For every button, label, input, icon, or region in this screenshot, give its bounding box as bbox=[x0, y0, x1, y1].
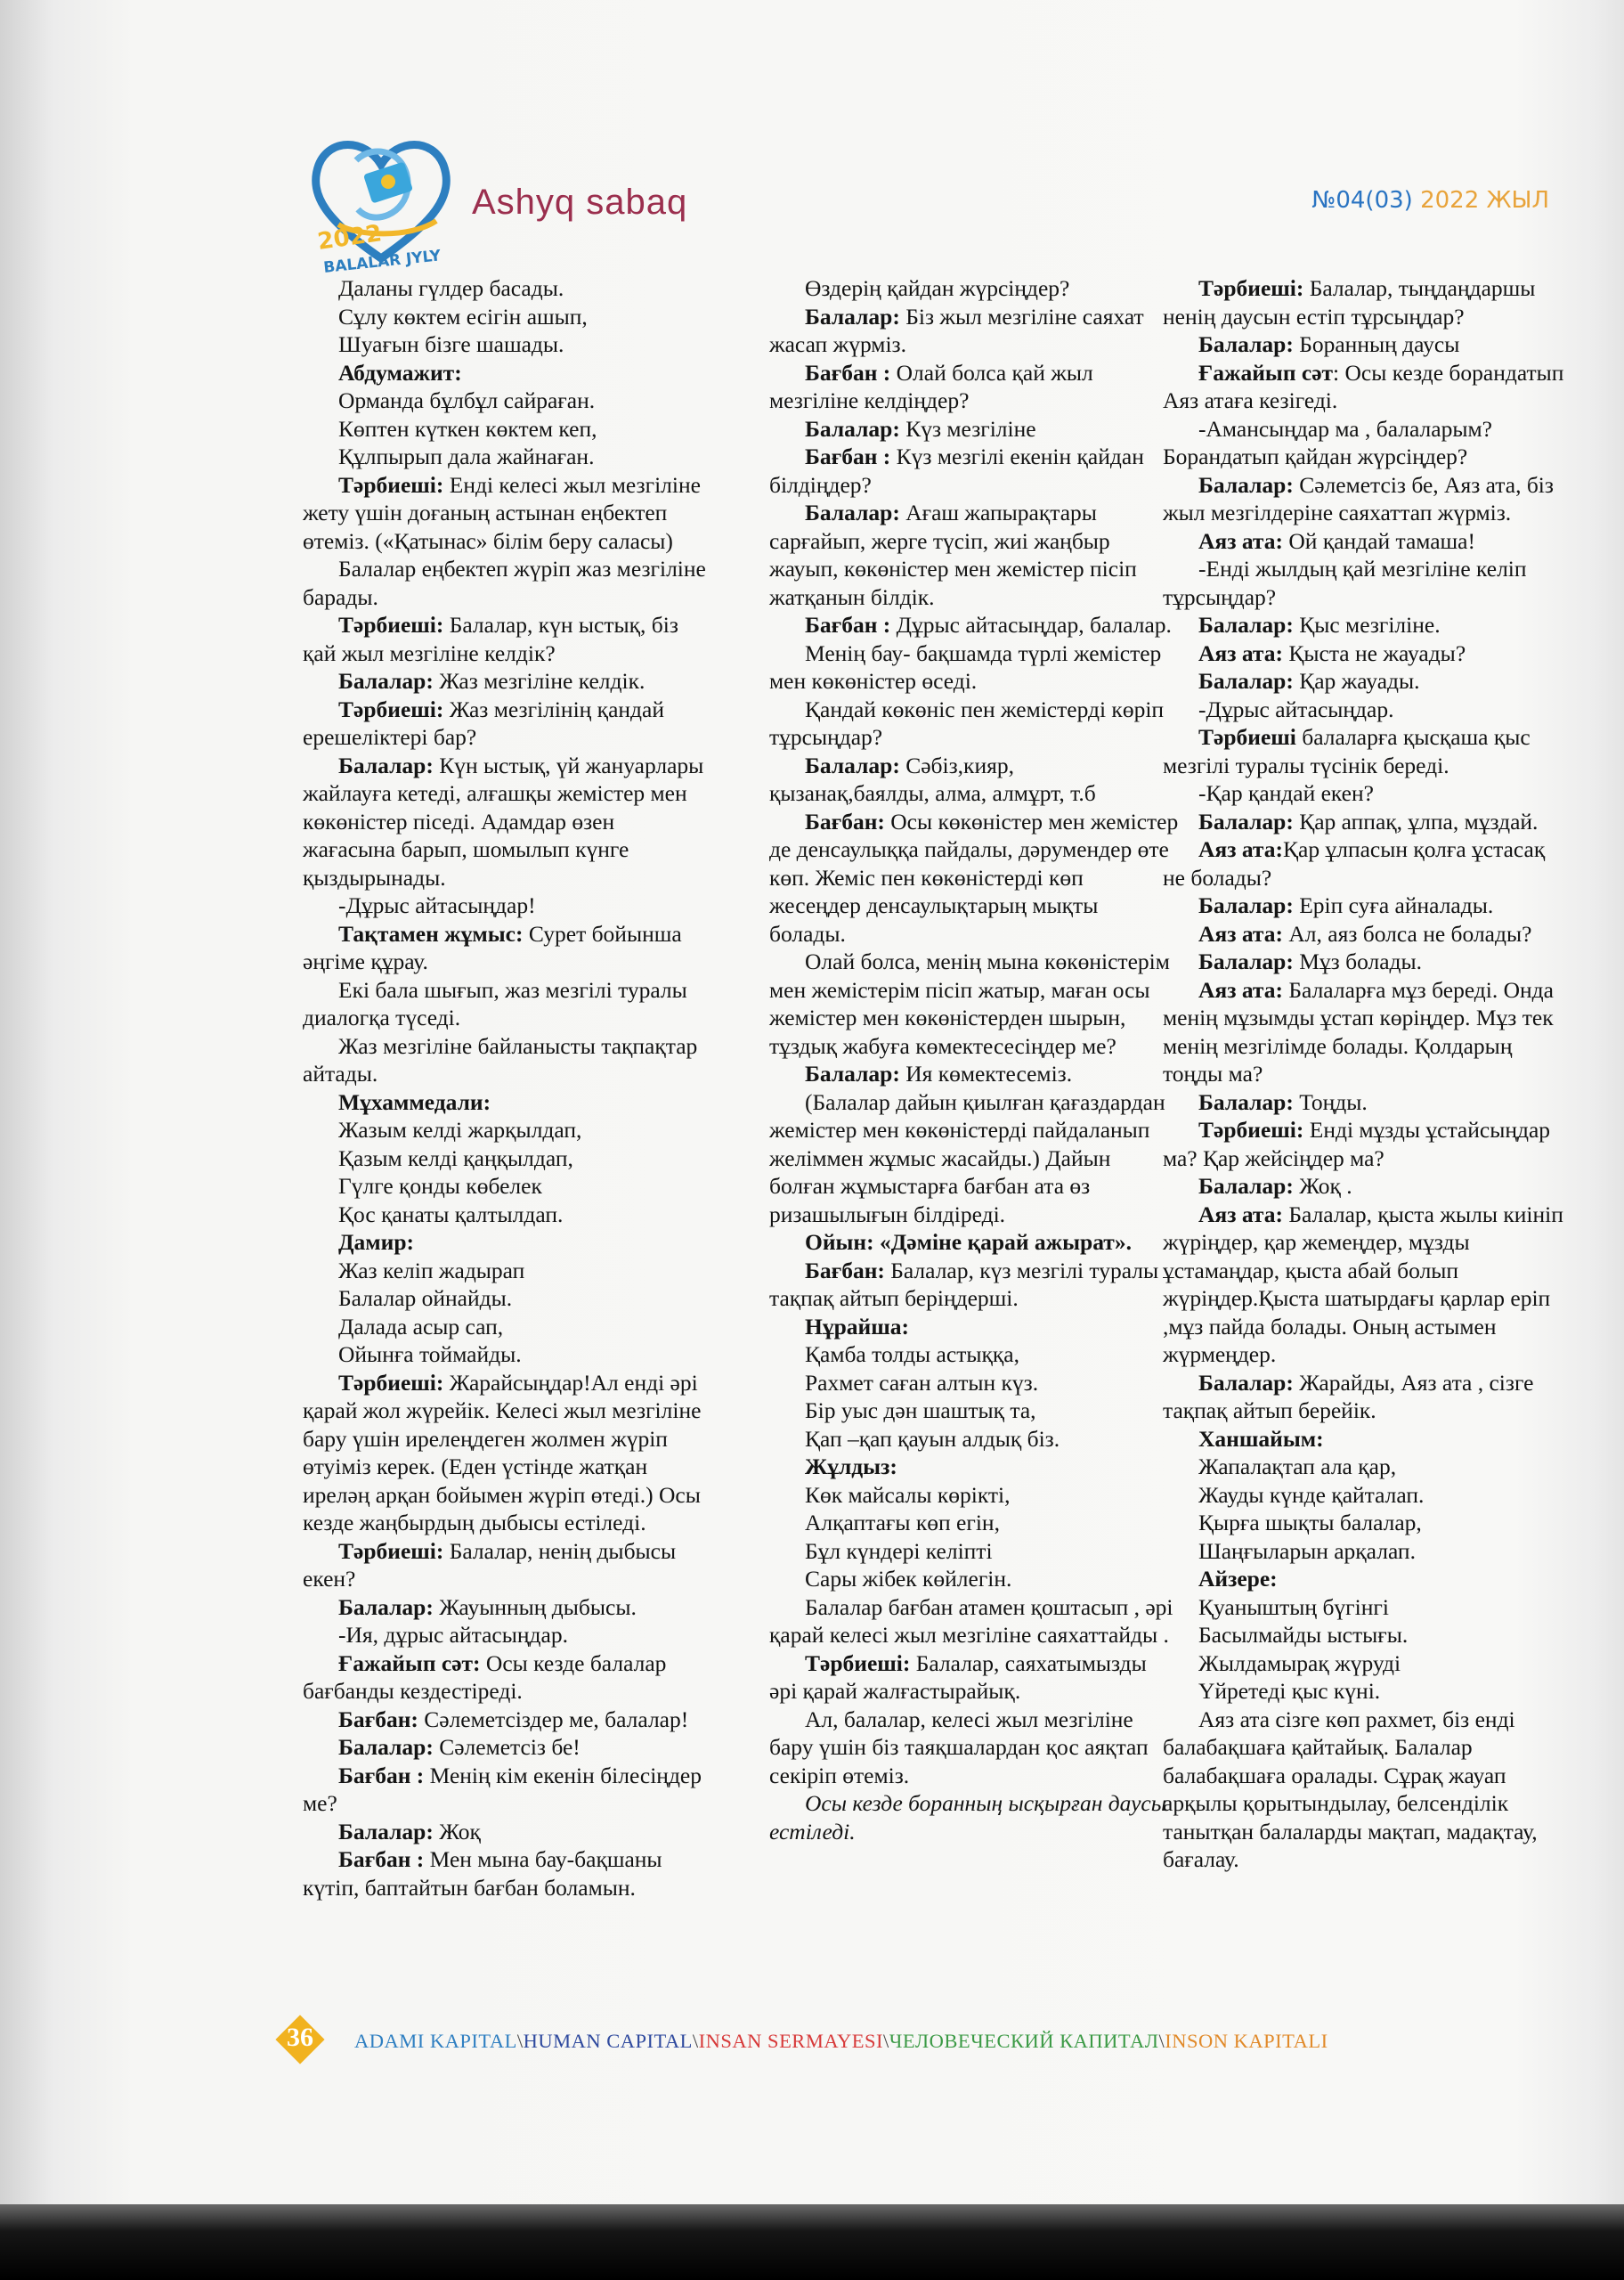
paragraph-text: Еріп суға айналады. bbox=[1293, 892, 1494, 918]
article-paragraph bbox=[769, 1369, 1179, 1397]
paragraph-text: Шуағын бізге шашады. bbox=[338, 331, 564, 357]
article-paragraph bbox=[769, 1396, 1179, 1425]
article-paragraph bbox=[303, 920, 712, 976]
paragraph-text: Сәбіз,кияр, қызанақ,баялды, алма, алмұрт, т.б bbox=[769, 752, 1096, 806]
paragraph-text: Қуаныштың бүгінгі bbox=[1198, 1593, 1389, 1620]
article-paragraph bbox=[1163, 976, 1572, 1088]
article-paragraph bbox=[303, 1340, 712, 1369]
article-paragraph bbox=[303, 555, 712, 611]
speaker-label: Тәрбиеші: bbox=[805, 1649, 911, 1676]
article-paragraph bbox=[303, 1284, 712, 1313]
speaker-label: Аяз ата: bbox=[1198, 527, 1284, 554]
article-paragraph bbox=[303, 1032, 712, 1088]
speaker-label: Бағбан: bbox=[805, 1257, 885, 1283]
speaker-label: Бағбан : bbox=[805, 359, 891, 386]
article-paragraph bbox=[1163, 948, 1572, 976]
speaker-label: Тәрбиеші: bbox=[338, 1369, 444, 1396]
logo-year: 2022 bbox=[315, 220, 384, 256]
article-paragraph bbox=[1163, 1621, 1572, 1649]
article-paragraph bbox=[303, 1818, 712, 1846]
paragraph-text: Қамба толды астыққа, bbox=[805, 1341, 1019, 1367]
speaker-label: Аяз ата: bbox=[1198, 1201, 1284, 1227]
paragraph-text: Шаңғыларын арқалап. bbox=[1198, 1537, 1416, 1564]
article-paragraph bbox=[769, 1088, 1179, 1229]
speaker-label: Балалар: bbox=[1198, 1369, 1294, 1396]
paragraph-text: Қар ұлпасын қолға ұстасақ не болады? bbox=[1163, 836, 1546, 891]
article-paragraph bbox=[769, 1649, 1179, 1706]
speaker-label: Балалар: bbox=[1198, 808, 1294, 835]
paragraph-text: Дұрыс айтасыңдар, балалар. bbox=[890, 612, 1172, 638]
article-paragraph bbox=[303, 667, 712, 696]
paragraph-text: Ал, аяз болса не болады? bbox=[1283, 920, 1532, 947]
paragraph-text: Олай болса, менің мына көкөністерім мен жемістерім пісіп жатыр, маған осы жемістер мен көкөністерден шырын, тұздық жабуға көмектесесіңдер ме? bbox=[769, 949, 1170, 1059]
paragraph-text: -Ия, дұрыс айтасыңдар. bbox=[338, 1622, 568, 1648]
footer-part-4: ЧЕЛОВЕЧЕСКИЙ КАПИТАЛ bbox=[889, 2030, 1159, 2052]
article-paragraph bbox=[1163, 1537, 1572, 1566]
article-paragraph bbox=[303, 443, 712, 471]
article-paragraph bbox=[1163, 611, 1572, 639]
article-paragraph bbox=[1163, 639, 1572, 668]
article-paragraph bbox=[1163, 471, 1572, 527]
speaker-label: Балалар: bbox=[1198, 612, 1294, 638]
article-paragraph bbox=[1163, 1649, 1572, 1678]
paragraph-text: Ия көмектесеміз. bbox=[899, 1061, 1073, 1087]
speaker-label: Балалар: bbox=[1198, 1173, 1294, 1199]
speaker-label: Бағбан: bbox=[805, 808, 885, 835]
paragraph-text: Қап –қап қауын алдық біз. bbox=[805, 1425, 1060, 1452]
paragraph-text: -Қар қандай екен? bbox=[1198, 780, 1374, 806]
paragraph-text: Жоқ . bbox=[1293, 1173, 1352, 1199]
article-paragraph bbox=[303, 330, 712, 359]
paragraph-text: Бір уыс дән шаштық та, bbox=[805, 1397, 1036, 1423]
paragraph-text: -Амансыңдар ма , балаларым? Борандатып қайдан жүрсіңдер? bbox=[1163, 415, 1492, 469]
speaker-label: Балалар: bbox=[1198, 949, 1294, 974]
article-paragraph bbox=[303, 1228, 712, 1257]
paragraph-text: Қазым келді қаңқылдап, bbox=[338, 1144, 573, 1171]
paragraph-text: : Осы кезде борандатып Аяз атаға кезігеді. bbox=[1163, 359, 1564, 413]
article-paragraph bbox=[303, 274, 712, 303]
article-paragraph bbox=[1163, 723, 1572, 779]
article-paragraph bbox=[769, 808, 1179, 949]
article-paragraph bbox=[769, 359, 1179, 415]
paragraph-text: Үйретеді қыс күні. bbox=[1198, 1678, 1381, 1704]
paragraph-text: Жылдамырақ жүруді bbox=[1198, 1649, 1401, 1676]
speaker-label: Балалар: bbox=[1198, 892, 1294, 918]
article-paragraph bbox=[303, 1621, 712, 1649]
speaker-label: Бағбан : bbox=[805, 444, 891, 469]
paragraph-text: Күн ыстық, үй жануарлары жайлауға кетеді, алғашқы жемістер мен көкөністер піседі. Адамдар өзен жағасына барып, шомылып күнге қыздырынады. bbox=[303, 752, 704, 891]
article-paragraph bbox=[303, 1369, 712, 1537]
article-paragraph bbox=[1163, 892, 1572, 920]
paragraph-text: Аяз ата сізге көп рахмет, біз енді балабақшаға қайтайық. Балалар балабақшаға оралады. Сұрақ жауап арқылы қорытындылау, белсенділік танытқан балаларды мақтап, мадақтау, бағалау. bbox=[1163, 1706, 1538, 1872]
paragraph-text: Күз мезгілі екенін қайдан білдіңдер? bbox=[769, 444, 1144, 498]
speaker-label: Мұхаммедали: bbox=[338, 1088, 491, 1115]
article-paragraph bbox=[303, 1845, 712, 1901]
speaker-label: Аяз ата: bbox=[1198, 836, 1284, 862]
paragraph-text: (Балалар дайын қиылған қағаздардан жемістер мен көкөністерді пайдаланып желіммен жұмыс жасайды.) Дайын болған жұмыстарға бағбан ата өз ризашылығын білдіреді. bbox=[769, 1088, 1165, 1227]
article-paragraph bbox=[1163, 415, 1572, 471]
paragraph-text: Жарайсыңдар!Ал енді әрі қарай жол жүрейік. Келесі жыл мезгіліне бару үшін ирелеңдеген жолмен жүріп өтуіміз керек. (Еден үстінде жатқан иреләң арқан бойымен жүріп өтеді.) Осы кезде жаңбырдың дыбысы естіледі. bbox=[303, 1369, 702, 1535]
issue-number: №04(03) bbox=[1311, 187, 1413, 214]
speaker-label: Тәрбиеші: bbox=[1198, 1117, 1304, 1143]
article-paragraph bbox=[769, 1228, 1179, 1257]
speaker-label: Тәрбиеші: bbox=[338, 471, 444, 498]
article-paragraph bbox=[1163, 835, 1572, 892]
paragraph-text: Сұлу көктем есігін ашып, bbox=[338, 303, 588, 330]
paragraph-text: Балалар бағбан атамен қоштасып , әрі қарай келесі жыл мезгіліне саяхаттайды . bbox=[769, 1593, 1173, 1648]
paragraph-text: Менің бау- бақшамда түрлі жемістер мен көкөністер өседі. bbox=[769, 639, 1162, 694]
paragraph-text: Жазым келді жарқылдап, bbox=[338, 1117, 582, 1143]
paragraph-text: Қыста не жауады? bbox=[1283, 639, 1466, 666]
paragraph-text: Қос қанаты қалтылдап. bbox=[338, 1201, 564, 1227]
article-paragraph bbox=[1163, 1509, 1572, 1537]
paragraph-text: Балалар, ненің дыбысы екен? bbox=[303, 1537, 677, 1592]
balalar-jyly-logo-icon bbox=[303, 125, 459, 281]
article-paragraph bbox=[1163, 274, 1572, 330]
article-columns bbox=[303, 274, 1569, 2002]
paragraph-text: Менің кім екенін білесіңдер ме? bbox=[303, 1762, 702, 1816]
paragraph-text: Жапалақтап ала қар, bbox=[1198, 1454, 1397, 1479]
article-paragraph bbox=[1163, 1453, 1572, 1481]
paragraph-text: Жарайды, Аяз ата , сізге тақпақ айтып берейік. bbox=[1163, 1369, 1534, 1423]
issue-year: 2022 ЖЫЛ bbox=[1420, 187, 1549, 214]
footer-separator: \ bbox=[692, 2030, 699, 2052]
page-number: 36 bbox=[287, 2023, 313, 2052]
speaker-label: Тәрбиеші: bbox=[338, 612, 444, 638]
speaker-label: Балалар: bbox=[338, 752, 434, 778]
paragraph-text: Екі бала шығып, жаз мезгілі туралы диалогқа түседі. bbox=[303, 976, 687, 1030]
scan-bottom-edge bbox=[0, 2204, 1624, 2280]
speaker-label: Тақтамен жұмыс: bbox=[338, 920, 524, 947]
footer-separator: \ bbox=[883, 2030, 889, 2052]
article-paragraph bbox=[1163, 920, 1572, 949]
article-paragraph: Осы кезде боранның ысқырған даусы естіледі. bbox=[769, 1790, 1166, 1844]
article-paragraph bbox=[1163, 808, 1572, 836]
speaker-label: Тәрбиеші: bbox=[338, 696, 444, 722]
article-column-1 bbox=[303, 274, 712, 1901]
article-paragraph bbox=[303, 1313, 712, 1341]
paragraph-text: Сурет бойынша әңгіме құрау. bbox=[303, 920, 682, 974]
speaker-label: Жұлдыз: bbox=[805, 1454, 897, 1479]
footer-part-3: INSAN SERMAYESI bbox=[698, 2030, 884, 2052]
paragraph-text: Балалар еңбектеп жүріп жаз мезгіліне барады. bbox=[303, 556, 706, 610]
speaker-label: Бағбан : bbox=[338, 1762, 425, 1788]
article-paragraph bbox=[769, 499, 1179, 611]
article-paragraph bbox=[1163, 667, 1572, 696]
paragraph-text: Ағаш жапырақтары сарғайып, жерге түсіп, жиі жаңбыр жауып, көкөністер мен жемістер пісіп жатқанын білдік. bbox=[769, 500, 1137, 610]
paragraph-text: Жаз мезгіліне байланысты тақпақтар айтады. bbox=[303, 1032, 698, 1087]
article-paragraph bbox=[1163, 1706, 1572, 1874]
speaker-label: Ғажайып сәт: bbox=[338, 1649, 481, 1676]
speaker-label: Аяз ата: bbox=[1198, 976, 1284, 1003]
article-paragraph bbox=[1163, 359, 1572, 415]
article-paragraph bbox=[1163, 696, 1572, 724]
speaker-label: Балалар: bbox=[805, 303, 900, 330]
paragraph-text: Олай болса қай жыл мезгіліне келдіңдер? bbox=[769, 359, 1093, 413]
article-paragraph bbox=[303, 415, 712, 444]
paragraph-text: Балалар, саяхатымызды әрі қарай жалғастырайық. bbox=[769, 1649, 1147, 1704]
footer-separator: \ bbox=[516, 2030, 524, 2052]
speaker-label: Балалар: bbox=[338, 1593, 434, 1620]
paragraph-text: Осы көкөністер мен жемістер де денсаулыққа пайдалы, дәрумендер өте көп. Жеміс пен көкөністерді көп жесеңдер денсаулықтарың мықты болады. bbox=[769, 808, 1179, 947]
article-column-3 bbox=[1163, 274, 1572, 1874]
article-paragraph bbox=[769, 1565, 1179, 1593]
paragraph-text: Көк майсалы көрікті, bbox=[805, 1481, 1011, 1508]
speaker-label: Балалар: bbox=[1198, 331, 1294, 357]
paragraph-text: -Енді жылдың қай мезгіліне келіп тұрсыңдар? bbox=[1163, 556, 1527, 610]
article-paragraph bbox=[769, 443, 1179, 499]
paragraph-text: Қырға шықты балалар, bbox=[1198, 1510, 1422, 1535]
article-paragraph bbox=[303, 359, 712, 387]
footer-tagline bbox=[354, 2030, 1328, 2053]
article-paragraph bbox=[303, 1257, 712, 1285]
speaker-label: Айзере: bbox=[1198, 1566, 1278, 1592]
paragraph-text: Жауды күнде қайталап. bbox=[1198, 1481, 1425, 1508]
article-paragraph bbox=[769, 274, 1179, 303]
article-paragraph bbox=[1163, 1088, 1572, 1117]
paragraph-text: Енді келесі жыл мезгіліне жету үшін доғаның астынан еңбектеп өтеміз. («Қатынас» білім беру саласы) bbox=[303, 471, 701, 554]
article-paragraph bbox=[1163, 1481, 1572, 1510]
paragraph-text: Орманда бұлбұл сайраған. bbox=[338, 387, 596, 413]
paragraph-text: Ал, балалар, келесі жыл мезгіліне бару үшін біз таяқшалардан қос аяқтап секіріп өтеміз. bbox=[769, 1706, 1149, 1788]
speaker-label: Балалар: bbox=[338, 1734, 434, 1760]
speaker-label: Балалар: bbox=[1198, 668, 1294, 694]
article-paragraph bbox=[303, 303, 712, 331]
speaker-label: Абдумажит: bbox=[338, 359, 462, 386]
speaker-label: Дамир: bbox=[338, 1229, 415, 1255]
article-paragraph bbox=[303, 1649, 712, 1706]
article-paragraph bbox=[769, 639, 1179, 696]
speaker-label: Бағбан : bbox=[805, 612, 891, 638]
paragraph-text: Мен мына бау-бақшаны күтіп, баптайтын бағбан боламын. bbox=[303, 1846, 662, 1901]
article-paragraph bbox=[769, 752, 1179, 808]
article-paragraph bbox=[1163, 330, 1572, 359]
paragraph-text: Құлпырып дала жайнаған. bbox=[338, 444, 595, 469]
article-paragraph bbox=[1163, 1116, 1572, 1172]
article-paragraph bbox=[769, 1425, 1179, 1454]
paragraph-text: Жаз мезгіліне келдік. bbox=[433, 668, 646, 694]
article-paragraph bbox=[303, 1537, 712, 1593]
paragraph-text: Балалар, күн ыстық, біз қай жыл мезгіліне келдік? bbox=[303, 612, 678, 666]
page-footer bbox=[278, 2017, 1578, 2062]
speaker-label: Бағбан : bbox=[338, 1846, 425, 1872]
article-paragraph bbox=[769, 1537, 1179, 1566]
article-paragraph bbox=[1163, 1201, 1572, 1369]
article-paragraph bbox=[303, 387, 712, 415]
speaker-label: Балалар: bbox=[805, 415, 900, 442]
article-paragraph bbox=[769, 1481, 1179, 1510]
footer-part-5: INSON KAPITALI bbox=[1165, 2030, 1328, 2052]
article-paragraph bbox=[303, 1172, 712, 1201]
paragraph-text: балаларға қысқаша қыс мезгілі туралы түсінік береді. bbox=[1163, 724, 1531, 778]
article-paragraph bbox=[303, 1116, 712, 1144]
article-paragraph bbox=[769, 1706, 1179, 1790]
article-paragraph bbox=[1163, 1425, 1572, 1454]
speaker-label: Тәрбиеші: bbox=[1198, 275, 1304, 301]
paragraph-text: Жауынның дыбысы. bbox=[433, 1593, 637, 1620]
article-paragraph bbox=[303, 1201, 712, 1229]
article-paragraph bbox=[769, 415, 1179, 444]
paragraph-text: Алқаптағы көп егін, bbox=[805, 1510, 1000, 1535]
paragraph-text: Бұл күндері келіпті bbox=[805, 1537, 993, 1564]
article-paragraph bbox=[303, 1088, 712, 1117]
paragraph-text: Сәлеметсіз бе! bbox=[433, 1734, 581, 1760]
paragraph-text: Жаз мезгілінің қандай ерешеліктері бар? bbox=[303, 696, 664, 750]
paragraph-text: Жоқ bbox=[433, 1818, 481, 1844]
paragraph-text: Тоңды. bbox=[1293, 1088, 1368, 1115]
paragraph-text: Көптен күткен көктем кеп, bbox=[338, 415, 597, 442]
article-column-2 bbox=[769, 274, 1179, 1845]
article-paragraph bbox=[769, 1340, 1179, 1369]
article-paragraph bbox=[303, 1733, 712, 1762]
article-paragraph bbox=[1163, 555, 1572, 611]
article-paragraph bbox=[303, 892, 712, 920]
article-paragraph bbox=[303, 1593, 712, 1622]
paragraph-text: Қыс мезгіліне. bbox=[1293, 612, 1441, 638]
section-title: Ashyq sabaq bbox=[472, 183, 688, 222]
speaker-label: Аяз ата: bbox=[1198, 920, 1284, 947]
speaker-label: Балалар: bbox=[338, 668, 434, 694]
speaker-label: Балалар: bbox=[805, 1061, 900, 1087]
issue-label bbox=[1311, 187, 1549, 214]
paragraph-text: Біз жыл мезгіліне саяхат жасап жүрміз. bbox=[769, 303, 1144, 357]
footer-part-1: ADAMI KAPITAL bbox=[354, 2030, 517, 2052]
footer-separator: \ bbox=[1158, 2030, 1165, 2052]
footer-part-2: HUMAN CAPITAL bbox=[523, 2030, 693, 2052]
paragraph-text: Енді мұзды ұстайсыңдар ма? Қар жейсіңдер ма? bbox=[1163, 1117, 1551, 1171]
speaker-label: Ханшайым: bbox=[1198, 1425, 1324, 1452]
paragraph-text: Балаларға мұз береді. Онда менің мұзымды ұстап көріңдер. Мұз тек менің мезгілімде болады. Қолдарың тоңды ма? bbox=[1163, 976, 1554, 1087]
paragraph-text: Балалар, күз мезгілі туралы тақпақ айтып беріңдерші. bbox=[769, 1257, 1159, 1311]
paragraph-text: Боранның даусы bbox=[1293, 331, 1460, 357]
paragraph-text: -Дұрыс айтасыңдар! bbox=[338, 892, 536, 918]
article-paragraph bbox=[1163, 1565, 1572, 1593]
article-paragraph bbox=[769, 1257, 1179, 1313]
paragraph-text: Сәлеметсіздер ме, балалар! bbox=[418, 1706, 689, 1732]
speaker-label: Нұрайша: bbox=[805, 1313, 909, 1340]
paragraph-text: Балалар, қыста жылы киініп жүріңдер, қар жемеңдер, мұзды ұстамаңдар, қыста абай болып жүріңдер.Қыста шатырдағы қарлар еріп ,мұз пайда болады. Оның астымен жүрмеңдер. bbox=[1163, 1201, 1563, 1367]
speaker-label: Балалар: bbox=[1198, 1088, 1294, 1115]
paragraph-text: Ойынға тоймайды. bbox=[338, 1341, 522, 1367]
paragraph-text: Даланы гүлдер басады. bbox=[338, 275, 564, 301]
speaker-label: Тәрбиеші bbox=[1198, 724, 1296, 750]
article-paragraph bbox=[769, 1453, 1179, 1481]
paragraph-text: Басылмайды ыстығы. bbox=[1198, 1622, 1409, 1648]
article-paragraph bbox=[769, 948, 1179, 1060]
article-paragraph bbox=[769, 1509, 1179, 1537]
article-paragraph bbox=[769, 611, 1179, 639]
logo-text: BALALAR JYLY bbox=[322, 247, 443, 277]
speaker-label: Балалар: bbox=[805, 752, 900, 778]
paragraph-text: Өздерің қайдан жүрсіңдер? bbox=[805, 275, 1070, 301]
speaker-label: Тәрбиеші: bbox=[338, 1537, 444, 1564]
paragraph-text: -Дұрыс айтасыңдар. bbox=[1198, 696, 1394, 722]
paragraph-text: Жаз келіп жадырап bbox=[338, 1257, 525, 1283]
paragraph-text: Қар аппақ, ұлпа, мұздай. bbox=[1293, 808, 1539, 835]
article-paragraph bbox=[769, 696, 1179, 752]
article-paragraph bbox=[303, 976, 712, 1032]
page-header bbox=[303, 125, 1567, 285]
article-paragraph bbox=[303, 752, 712, 892]
speaker-label: Ғажайып сәт bbox=[1198, 359, 1334, 386]
speaker-label: Балалар: bbox=[1198, 471, 1294, 498]
article-paragraph bbox=[303, 1144, 712, 1173]
article-paragraph bbox=[303, 696, 712, 752]
article-paragraph bbox=[1163, 1369, 1572, 1425]
paragraph-text: Қар жауады. bbox=[1293, 668, 1420, 694]
speaker-label: Бағбан: bbox=[338, 1706, 418, 1732]
article-paragraph bbox=[303, 1762, 712, 1818]
speaker-label: Балалар: bbox=[805, 500, 900, 525]
speaker-label: Балалар: bbox=[338, 1818, 434, 1844]
article-paragraph bbox=[303, 611, 712, 667]
article-paragraph bbox=[769, 303, 1179, 359]
article-paragraph bbox=[1163, 1593, 1572, 1622]
article-paragraph bbox=[1163, 1172, 1572, 1201]
article-paragraph bbox=[303, 1706, 712, 1734]
paragraph-text: Күз мезгіліне bbox=[899, 415, 1036, 442]
paragraph-text: Далада асыр сап, bbox=[338, 1313, 504, 1340]
paragraph-text: Мұз болады. bbox=[1293, 949, 1423, 974]
article-paragraph bbox=[769, 1060, 1179, 1088]
paragraph-text: Гүлге қонды көбелек bbox=[338, 1173, 542, 1199]
paragraph-text: Сары жібек көйлегін. bbox=[805, 1566, 1012, 1592]
paragraph-text: Балалар, тыңдаңдаршы ненің даусын естіп тұрсыңдар? bbox=[1163, 275, 1536, 330]
paragraph-text: Осы кезде балалар бағбанды кездестіреді. bbox=[303, 1649, 667, 1704]
article-paragraph bbox=[1163, 527, 1572, 556]
article-paragraph bbox=[769, 1313, 1179, 1341]
paragraph-text: Балалар ойнайды. bbox=[338, 1285, 513, 1311]
paragraph-text: Ой қандай тамаша! bbox=[1283, 527, 1475, 554]
article-paragraph bbox=[769, 1593, 1179, 1649]
article-paragraph bbox=[1163, 1677, 1572, 1706]
paragraph-text: Рахмет саған алтын күз. bbox=[805, 1369, 1039, 1396]
article-paragraph bbox=[1163, 779, 1572, 808]
article-paragraph bbox=[303, 471, 712, 556]
paragraph-text: Сәлеметсіз бе, Аяз ата, біз жыл мезгілдеріне саяхаттап жүрміз. bbox=[1163, 471, 1554, 525]
speaker-label: Ойын: «Дәміне қарай ажырат». bbox=[805, 1229, 1132, 1255]
speaker-label: Аяз ата: bbox=[1198, 639, 1284, 666]
paragraph-text: Қандай көкөніс пен жемістерді көріп тұрсыңдар? bbox=[769, 696, 1165, 750]
